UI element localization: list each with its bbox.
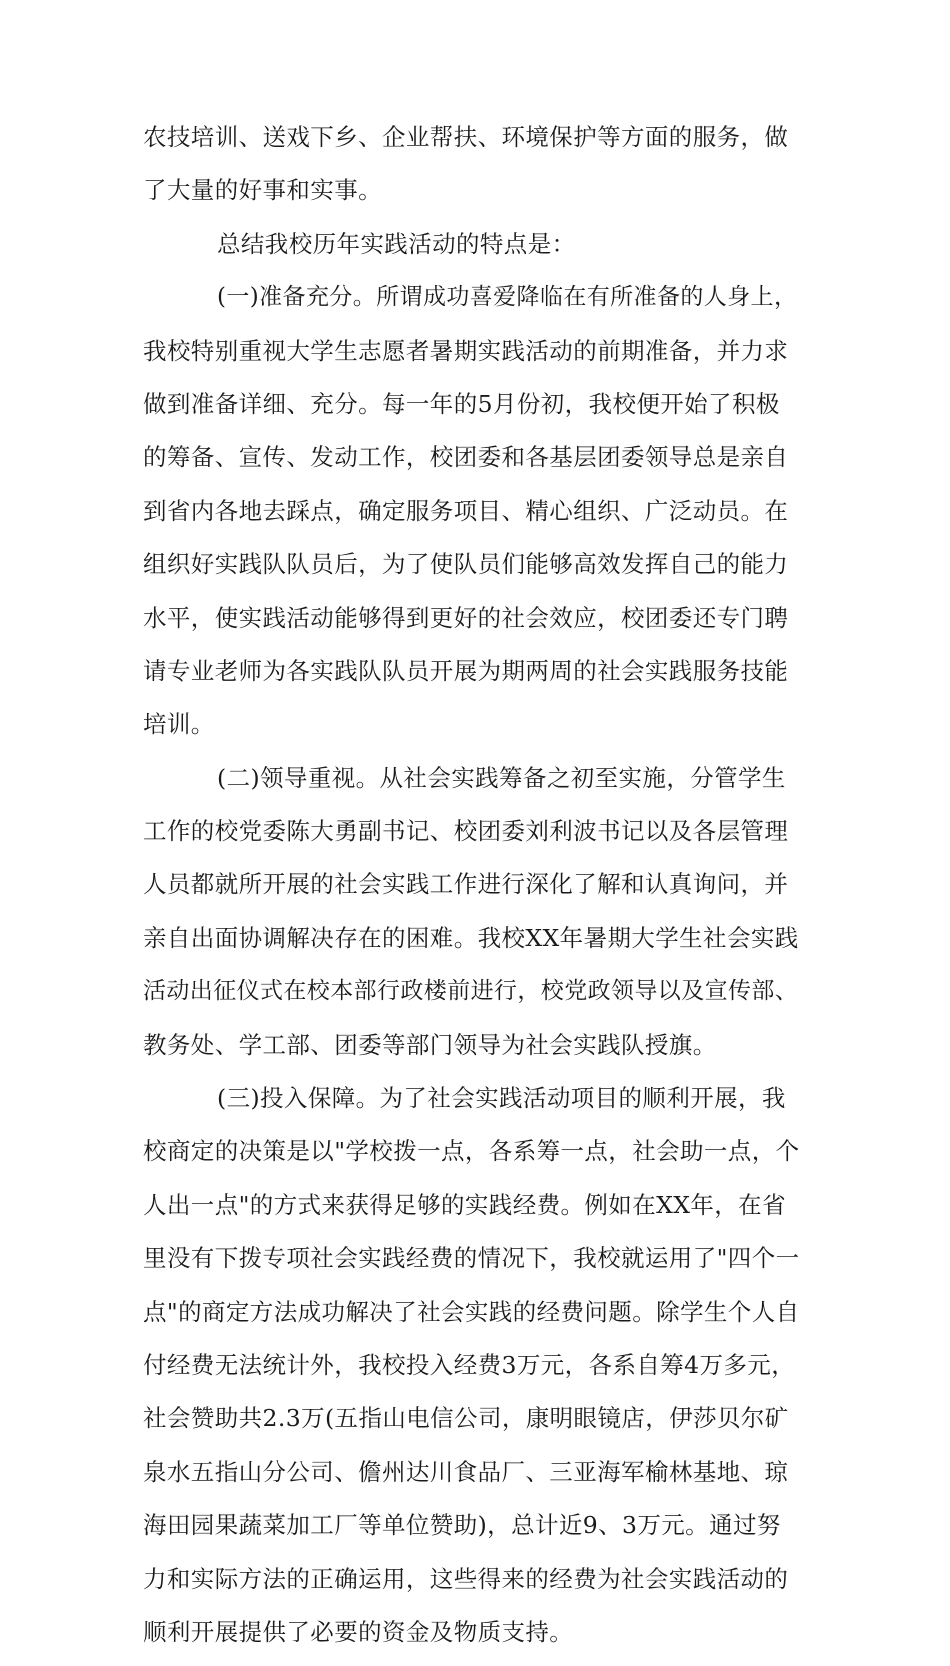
text-line: 顺利开展提供了必要的资金及物质支持。 <box>143 1617 574 1646</box>
text-line: 水平，使实践活动能够得到更好的社会效应，校团委还专门聘 <box>143 603 789 632</box>
text-line: 人员都就所开展的社会实践工作进行深化了解和认真询问，并 <box>143 870 789 899</box>
text-line: 社会赞助共2.3万(五指山电信公司，康明眼镜店，伊莎贝尔矿 <box>143 1404 789 1433</box>
text-line: 付经费无法统计外，我校投入经费3万元，各系自筹4万多元， <box>143 1350 796 1379</box>
text-line: 工作的校党委陈大勇副书记、校团委刘利波书记以及各层管理 <box>143 817 789 846</box>
text-line: 力和实际方法的正确运用，这些得来的经费为社会实践活动的 <box>143 1564 789 1593</box>
text-line: 人出一点"的方式来获得足够的实践经费。例如在XX年，在省 <box>143 1190 786 1219</box>
text-line: 总结我校历年实践活动的特点是： <box>217 229 576 258</box>
text-line: 到省内各地去踩点，确定服务项目、精心组织、广泛动员。在 <box>143 496 789 525</box>
text-line: 请专业老师为各实践队队员开展为期两周的社会实践服务技能 <box>143 656 789 685</box>
text-line: 里没有下拨专项社会实践经费的情况下，我校就运用了"四个一 <box>143 1244 800 1273</box>
text-line: 的筹备、宣传、发动工作，校团委和各基层团委领导总是亲自 <box>143 443 789 472</box>
text-line: (二)领导重视。从社会实践筹备之初至实施，分管学生 <box>217 763 786 792</box>
text-line: 做到准备详细、充分。每一年的5月份初，我校便开始了积极 <box>143 389 780 418</box>
text-line: 活动出征仪式在校本部行政楼前进行，校党政领导以及宣传部、 <box>143 978 799 1005</box>
text-line: 农技培训、送戏下乡、企业帮扶、环境保护等方面的服务，做 <box>143 123 789 151</box>
text-line: 培训。 <box>143 710 215 739</box>
text-line: 亲自出面协调解决存在的困难。我校XX年暑期大学生社会实践 <box>143 923 799 952</box>
text-line: 了大量的好事和实事。 <box>143 176 382 205</box>
document-body <box>143 118 803 1666</box>
text-line: 海田园果蔬菜加工厂等单位赞助)，总计近9、3万元。通过努 <box>143 1511 781 1540</box>
text-line: 校商定的决策是以"学校拨一点，各系筹一点，社会助一点，个 <box>143 1137 800 1166</box>
text-line: 点"的商定方法成功解决了社会实践的经费问题。除学生个人自 <box>143 1297 800 1326</box>
text-line: 组织好实践队队员后，为了使队员们能够高效发挥自己的能力 <box>143 550 789 579</box>
text-line: 泉水五指山分公司、儋州达川食品厂、三亚海军榆林基地、琼 <box>143 1457 789 1486</box>
text-line: (一)准备充分。所谓成功喜爱降临在有所准备的人身上， <box>217 284 798 311</box>
text-line: 我校特别重视大学生志愿者暑期实践活动的前期准备，并力求 <box>143 336 789 365</box>
text-line: (三)投入保障。为了社会实践活动项目的顺利开展，我 <box>217 1084 786 1113</box>
text-line: 教务处、学工部、团委等部门领导为社会实践队授旗。 <box>143 1030 717 1059</box>
